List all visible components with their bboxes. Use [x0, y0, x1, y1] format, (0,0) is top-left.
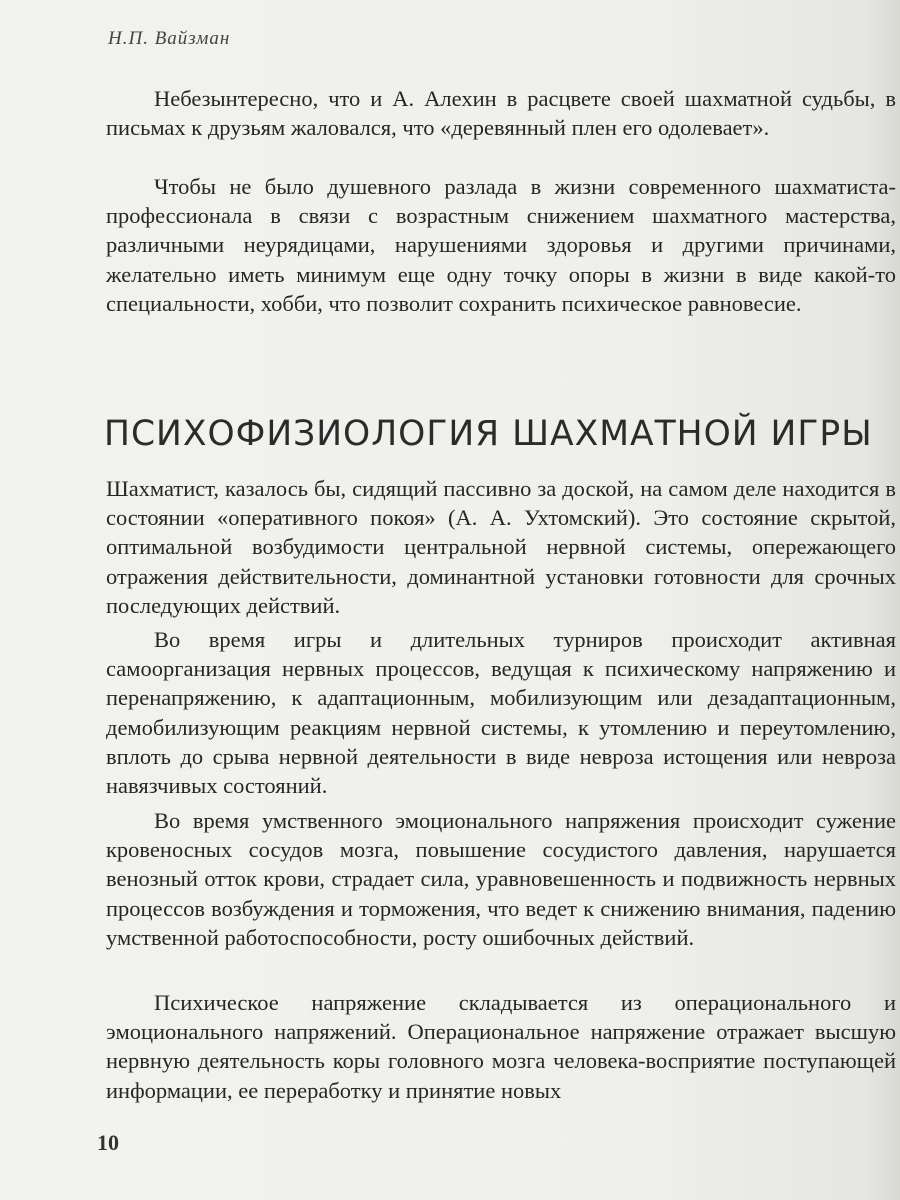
running-header: Н.П. Вайзман: [108, 28, 231, 49]
page-number: 10: [97, 1130, 119, 1155]
section-paragraph-4: Психическое напряжение складывается из операционального и эмоционального напряжений. Операциональное напряжение отражает высшую нервную деятельность коры головного мозга человека-восприятие поступающей информации, ее переработку и принятие новых: [106, 990, 896, 1103]
section-paragraph-1: Шахматист, казалось бы, сидящий пассивно за доской, на самом деле находится в состоянии «оперативного покоя» (А. А. Ухтомский). Это состояние скрытой, оптимальной возбудимости центральной нервной системы, опережающего отражения действительности, доминантной установки готовности для срочных последующих действий.: [106, 476, 896, 618]
paragraph-1: Небезынтересно, что и А. Алехин в расцвете своей шахматной судьбы, в письмах к друзьям жаловался, что «деревянный плен его одолевает».: [106, 86, 896, 141]
paragraph-2: Чтобы не было душевного разлада в жизни современного шахматиста-профессионала в связи с возрастным снижением шахматного мастерства, различными неурядицами, нарушениями здоровья и другими причинами, желательно иметь минимум еще одну точку опоры в жизни в виде какой-то специальности, хобби, что позволит сохранить психическое равновесие.: [106, 174, 896, 316]
section-paragraph-2: Во время игры и длительных турниров происходит активная самоорганизация нервных процессов, ведущая к психическому напряжению и перенапряжению, к адаптационным, мобилизующим или дезадаптационным, демобилизующим реакциям нервной системы, к утомлению и переутомлению, вплоть до срыва нервной деятельности в виде невроза истощения или невроза навязчивых состояний.: [106, 627, 896, 799]
section-heading: ПСИХОФИЗИОЛОГИЯ ШАХМАТНОЙ ИГРЫ: [104, 414, 873, 454]
section-paragraph-3: Во время умственного эмоционального напряжения происходит сужение кровеносных сосудов мозга, повышение сосудистого давления, нарушается венозный отток крови, страдает сила, уравновешенность и подвижность нервных процессов возбуждения и торможения, что ведет к снижению внимания, падению умственной работоспособности, росту ошибочных действий.: [106, 808, 896, 950]
